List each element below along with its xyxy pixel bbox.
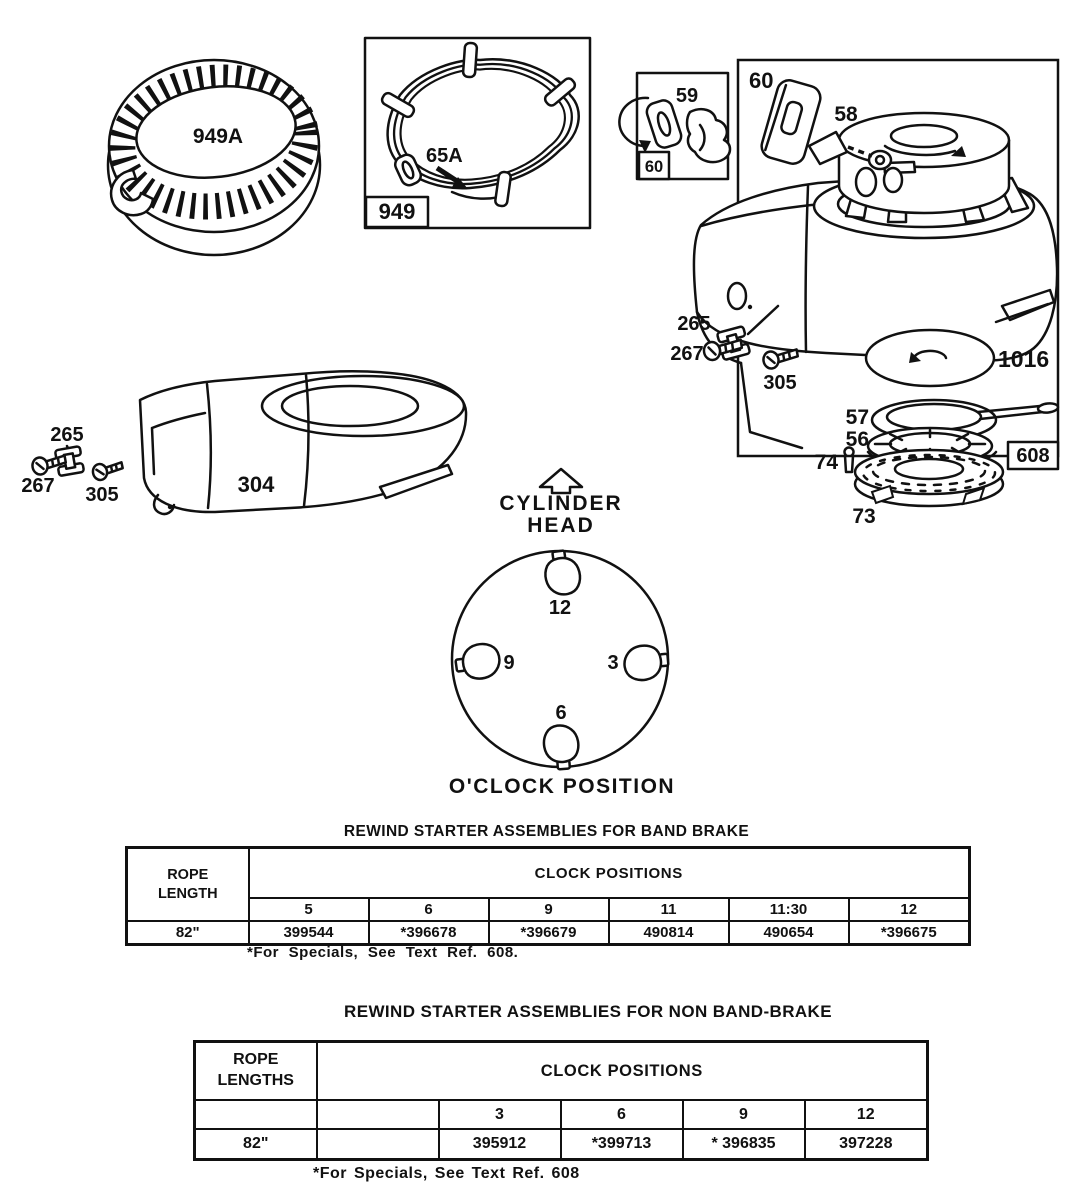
part-label-1016: 1016	[998, 346, 1050, 372]
cylinder-head-label-line2: HEAD	[527, 514, 595, 537]
clock-label-3: 3	[607, 652, 619, 674]
cylinder-head-arrow-icon	[540, 469, 582, 493]
clock-label-9: 9	[503, 652, 515, 674]
part-label-305-left: 305	[85, 484, 119, 506]
rope-kit-box	[365, 38, 590, 228]
part-label-56: 56	[845, 428, 869, 451]
clock-position-cell: 5	[249, 898, 369, 921]
part-number-cell: 490814	[609, 921, 729, 945]
corner-label-60: 60	[644, 158, 664, 176]
clock-positions-header-cell: CLOCK POSITIONS	[317, 1042, 928, 1101]
clock-label-12: 12	[548, 597, 572, 619]
handle-12-oclock	[542, 549, 582, 597]
part-label-73: 73	[852, 505, 876, 528]
non-band-brake-table-title: REWIND STARTER ASSEMBLIES FOR NON BAND-BRAKE	[344, 1002, 832, 1021]
part-number-cell: *396679	[489, 921, 609, 945]
rope-header-line2: LENGTH	[157, 885, 218, 902]
part-number-cell: *396675	[849, 921, 970, 945]
rope-length-value-cell: 82"	[195, 1129, 317, 1160]
part-number-cell: 490654	[729, 921, 849, 945]
part-label-59: 59	[675, 85, 699, 107]
empty-cell	[317, 1100, 439, 1129]
clock-position-diagram	[449, 469, 675, 798]
clock-position-cell: 12	[849, 898, 970, 921]
part-number-cell: *399713	[561, 1129, 683, 1160]
part-label-60: 60	[749, 68, 774, 93]
rope-lengths-header-cell	[195, 1042, 317, 1101]
band-brake-table	[125, 846, 971, 946]
cylinder-head-label-line1: CYLINDER	[499, 492, 623, 515]
rope-header-line2: LENGTHS	[217, 1072, 294, 1089]
part-label-57: 57	[845, 406, 869, 429]
empty-cell	[195, 1100, 317, 1129]
part-number-cell: 395912	[439, 1129, 561, 1160]
part-label-267-left: 267	[21, 475, 55, 497]
part-label-305-right: 305	[763, 372, 797, 394]
clock-position-cell: 9	[489, 898, 609, 921]
corner-label-608: 608	[1016, 445, 1050, 467]
handle-3-oclock	[623, 644, 669, 682]
band-brake-footnote: *For Specials, See Text Ref. 608.	[247, 944, 519, 961]
rope-length-value-cell: 82"	[127, 921, 249, 945]
clock-positions-header-cell: CLOCK POSITIONS	[249, 848, 970, 899]
clock-position-cell: 6	[561, 1100, 683, 1129]
rope-header-line1: ROPE	[167, 866, 209, 883]
part-number-cell: 397228	[805, 1129, 928, 1160]
non-band-brake-table	[193, 1040, 929, 1161]
part-label-949a: 949A	[192, 125, 244, 148]
clock-diagram-caption: O'CLOCK POSITION	[448, 775, 676, 798]
clock-position-cell: 11:30	[729, 898, 849, 921]
ratchet-drawing	[855, 450, 1003, 506]
band-brake-table-title: REWIND STARTER ASSEMBLIES FOR BAND BRAKE	[343, 823, 750, 840]
rope-header-line1: ROPE	[233, 1051, 279, 1069]
part-label-58: 58	[834, 103, 858, 126]
part-number-cell: 399544	[249, 921, 369, 945]
clock-position-cell: 9	[683, 1100, 805, 1129]
pin-drawing	[845, 448, 854, 473]
part-label-267-right: 267	[670, 343, 704, 365]
part-label-265-right: 265	[677, 313, 711, 335]
handle-6-oclock	[543, 724, 580, 770]
part-label-304: 304	[237, 472, 275, 497]
corner-label-949: 949	[378, 199, 416, 224]
empty-cell	[317, 1129, 439, 1160]
part-label-265-left: 265	[50, 424, 84, 446]
non-band-brake-footnote: *For Specials, See Text Ref. 608	[313, 1165, 580, 1182]
clock-position-cell: 11	[609, 898, 729, 921]
blower-housing-drawing	[21, 371, 466, 514]
ring-gear-drawing	[108, 60, 320, 255]
friction-disc-drawing	[866, 330, 994, 386]
clock-position-cell: 12	[805, 1100, 928, 1129]
clock-position-cell: 6	[369, 898, 489, 921]
engine-drawing	[694, 113, 1057, 448]
rope-length-header-cell	[127, 848, 249, 922]
clock-label-6: 6	[555, 702, 567, 724]
part-label-74: 74	[814, 451, 838, 474]
rope-guide-inset	[619, 73, 730, 179]
handle-9-oclock	[454, 642, 502, 682]
part-label-65a: 65A	[426, 145, 463, 167]
part-number-cell: * 396835	[683, 1129, 805, 1160]
part-number-cell: *396678	[369, 921, 489, 945]
clock-position-cell: 3	[439, 1100, 561, 1129]
